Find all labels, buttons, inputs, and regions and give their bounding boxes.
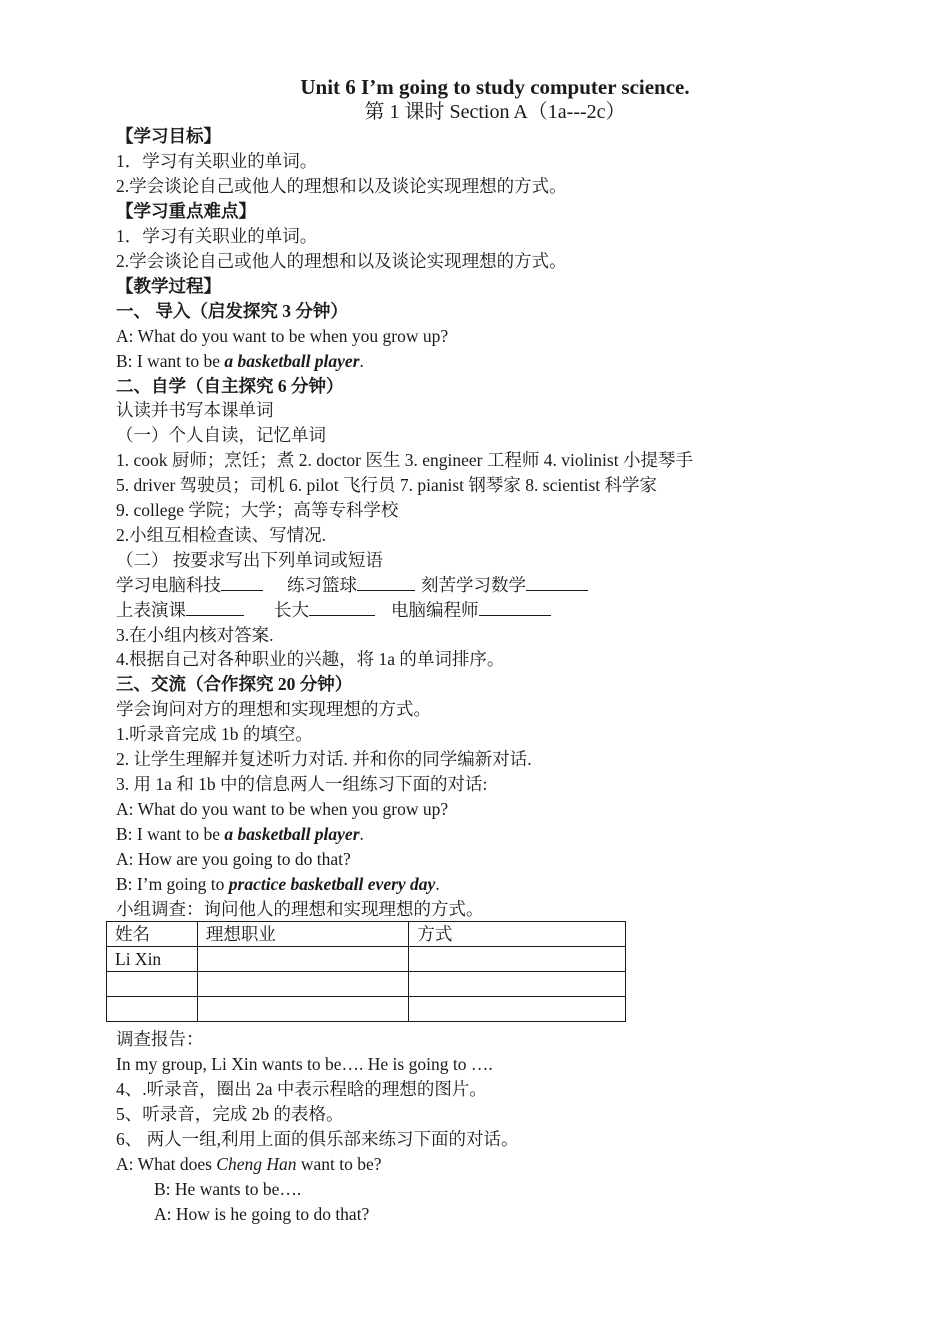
- report-text: In my group, Li Xin wants to be…. He is going to ….: [116, 1054, 493, 1074]
- fill-blank: [221, 573, 263, 591]
- survey-table: [106, 921, 626, 1022]
- emphasis-text: a basketball player: [224, 824, 360, 844]
- table-row: [107, 947, 626, 972]
- intro-line-a: A: What do you want to be when you grow up?: [116, 326, 449, 346]
- exchange-step: 3. 用 1a 和 1b 中的信息两人一组练习下面的对话:: [116, 774, 488, 794]
- self-study-heading: 二、自学（自主探究 6 分钟）: [116, 376, 344, 396]
- table-cell: [197, 972, 409, 997]
- dialogue-line: A: How is he going to do that?: [154, 1204, 370, 1224]
- table-cell: [409, 972, 626, 997]
- fill-blank: [309, 598, 375, 616]
- page-title: Unit 6 I’m going to study computer science.: [300, 75, 690, 99]
- table-header-cell: 理想职业: [197, 922, 409, 947]
- fill-blank: [526, 573, 588, 591]
- fill-blank: [357, 573, 415, 591]
- fill-blank: [479, 598, 551, 616]
- table-header-cell: 姓名: [107, 922, 198, 947]
- goal-item: 1．学习有关职业的单词。: [116, 151, 318, 171]
- table-row: [107, 997, 626, 1022]
- table-cell: Li Xin: [107, 947, 198, 972]
- report-label: 调查报告：: [116, 1029, 204, 1049]
- fill-blank: [186, 598, 244, 616]
- exchange-intro: 学会询问对方的理想和实现理想的方式。: [116, 699, 431, 719]
- table-row: [107, 972, 626, 997]
- self-study-sub2: （二） 按要求写出下列单词或短语: [116, 550, 383, 570]
- key-points-heading: 【学习重点难点】: [116, 201, 256, 221]
- exchange-heading: 三、交流（合作探究 20 分钟）: [116, 674, 353, 694]
- exchange-step: 5、听录音，完成 2b 的表格。: [116, 1104, 344, 1124]
- emphasis-text: a basketball player: [224, 351, 360, 371]
- table-cell: [197, 997, 409, 1022]
- intro-line-b: B: I want to be a basketball player.: [116, 351, 364, 371]
- key-point-item: 2.学会谈论自己或他人的理想和以及谈论实现理想的方式。: [116, 251, 567, 271]
- table-header-cell: 方式: [409, 922, 626, 947]
- lesson-subtitle: 第 1 课时 Section A（1a---2c）: [364, 101, 626, 123]
- exchange-step: 6、 两人一组,利用上面的俱乐部来练习下面的对话。: [116, 1129, 519, 1149]
- emphasis-text: practice basketball every day: [228, 874, 436, 894]
- vocab-row: 5. driver 驾驶员；司机 6. pilot 飞行员 7. pianist 钢琴家 8. scientist 科学家: [116, 475, 658, 495]
- dialogue-line: A: How are you going to do that?: [116, 849, 351, 869]
- key-point-item: 1．学习有关职业的单词。: [116, 226, 318, 246]
- exchange-step: 2. 让学生理解并复述听力对话. 并和你的同学编新对话.: [116, 749, 532, 769]
- goals-heading: 【学习目标】: [116, 126, 221, 146]
- self-study-task: 认读并书写本课单词: [116, 400, 274, 420]
- table-header-row: [107, 922, 626, 947]
- survey-intro: 小组调查：询问他人的理想和实现理想的方式。: [116, 899, 484, 919]
- dialogue-line: A: What does Cheng Han want to be?: [116, 1154, 382, 1174]
- self-study-sub1: （一）个人自读，记忆单词: [116, 425, 326, 445]
- table-cell: [409, 997, 626, 1022]
- table-cell: [107, 997, 198, 1022]
- dialogue-line: B: He wants to be….: [154, 1179, 302, 1199]
- table-cell: [409, 947, 626, 972]
- verify-step: 3.在小组内核对答案.: [116, 625, 274, 645]
- emphasis-text: Cheng Han: [216, 1154, 297, 1174]
- exchange-step: 4、.听录音，圈出 2a 中表示程晗的理想的图片。: [116, 1079, 487, 1099]
- vocab-row: 9. college 学院；大学；高等专科学校: [116, 500, 399, 520]
- table-cell: [197, 947, 409, 972]
- exchange-step: 1.听录音完成 1b 的填空。: [116, 724, 313, 744]
- table-cell: [107, 972, 198, 997]
- vocab-row: 1. cook 厨师；烹饪；煮 2. doctor 医生 3. engineer 工程师 4. violinist 小提琴手: [116, 450, 693, 470]
- phrase-row: 上表演课 长大 电脑编程师: [116, 598, 551, 622]
- dialogue-line: B: I want to be a basketball player.: [116, 824, 364, 844]
- rank-step: 4.根据自己对各种职业的兴趣，将 1a 的单词排序。: [116, 649, 505, 669]
- phrase-row: 学习电脑科技 练习篮球 刻苦学习数学: [116, 573, 588, 597]
- dialogue-line: A: What do you want to be when you grow up?: [116, 799, 449, 819]
- process-heading: 【教学过程】: [116, 276, 221, 296]
- check-step: 2.小组互相检查读、写情况.: [116, 525, 326, 545]
- dialogue-line: B: I’m going to practice basketball every day.: [116, 874, 440, 894]
- goal-item: 2.学会谈论自己或他人的理想和以及谈论实现理想的方式。: [116, 176, 567, 196]
- intro-heading: 一、 导入（启发探究 3 分钟）: [116, 301, 348, 321]
